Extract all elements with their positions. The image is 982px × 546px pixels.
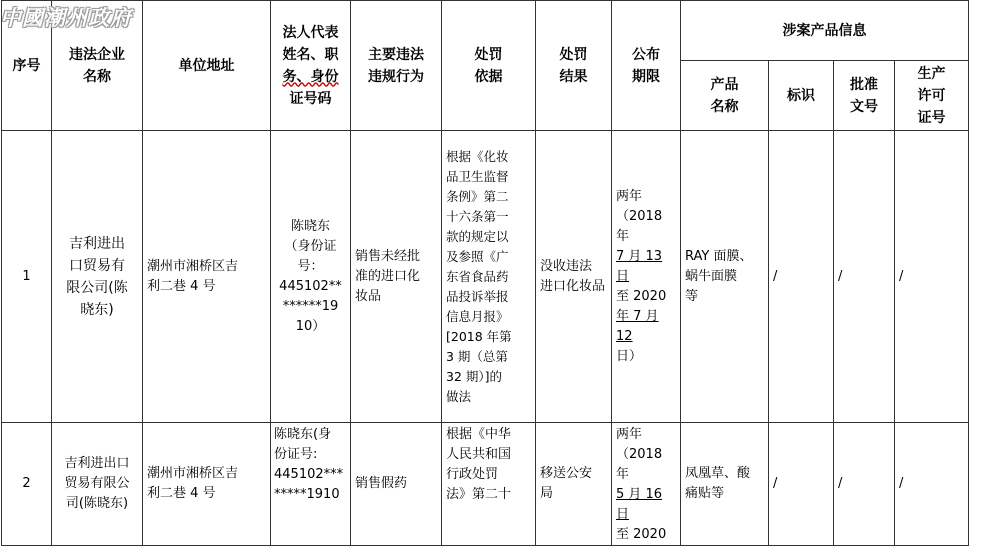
header-company: 违法企业名称 xyxy=(52,1,143,131)
header-basis: 处罚 依据 xyxy=(442,1,536,131)
header-result: 处罚 结果 xyxy=(536,1,612,131)
cell-approval: / xyxy=(834,423,895,546)
header-product-name: 产品 名称 xyxy=(681,61,769,131)
header-legal-rep: 法人代表 姓名、职 务、身份 证号码 xyxy=(271,1,351,131)
header-address: 单位地址 xyxy=(143,1,271,131)
header-period: 公布 期限 xyxy=(612,1,681,131)
table-row xyxy=(2,131,969,423)
cell-license: / xyxy=(895,131,969,423)
cell-address: 潮州市湘桥区吉 利二巷 4 号 xyxy=(143,423,271,546)
cell-company: 吉利进出口 贸易有限公 司(陈晓东) xyxy=(52,423,143,546)
cell-period: 两年 （2018 年 7 月 13 日 至 2020 年 7 月 12 日） xyxy=(612,131,681,423)
cell-seq: 1 xyxy=(2,131,52,423)
watermark-logo: 中國潮州政府 xyxy=(0,5,132,30)
table-row xyxy=(2,423,969,546)
cell-result: 没收违法 进口化妆品 xyxy=(536,131,612,423)
header-mark: 标识 xyxy=(769,61,834,131)
header-approval: 批准 文号 xyxy=(834,61,895,131)
cell-product-name: RAY 面膜、 蜗牛面膜 等 xyxy=(681,131,769,423)
cell-seq: 2 xyxy=(2,423,52,546)
cell-approval: / xyxy=(834,131,895,423)
cell-mark: / xyxy=(769,131,834,423)
cell-period: 两年 （2018 年 5 月 16 日 至 2020 xyxy=(612,423,681,546)
header-product-info: 涉案产品信息 xyxy=(681,1,969,61)
cell-company: 吉利进出 口贸易有 限公司(陈 晓东) xyxy=(52,131,143,423)
cell-product-name: 凤凰草、酸 痛贴等 xyxy=(681,423,769,546)
cell-violation: 销售假药 xyxy=(351,423,442,546)
cell-address: 潮州市湘桥区吉 利二巷 4 号 xyxy=(143,131,271,423)
cell-violation: 销售未经批 准的进口化 妆品 xyxy=(351,131,442,423)
header-seq: 序号 xyxy=(2,1,52,131)
header-violation: 主要违法 违规行为 xyxy=(351,1,442,131)
cell-license: / xyxy=(895,423,969,546)
header-license: 生产 许可 证号 xyxy=(895,61,969,131)
cell-basis: 根据《中华 人民共和国 行政处罚 法》第二十 xyxy=(442,423,536,546)
cell-legal-rep: 陈晓东(身 份证号: 445102*** *****1910 xyxy=(271,423,351,546)
cell-mark: / xyxy=(769,423,834,546)
cell-basis: 根据《化妆 品卫生监督 条例》第二 十六条第一 款的规定以 及参照《广 东省食品药 品投诉举报 信息月报》 [2018 年第 3 期（总第 32 期）]的 做法 xyxy=(442,131,536,423)
cell-result: 移送公安 局 xyxy=(536,423,612,546)
cell-legal-rep: 陈晓东 （身份证 号： 445102** ******19 10） xyxy=(271,131,351,423)
penalty-table xyxy=(1,0,969,546)
